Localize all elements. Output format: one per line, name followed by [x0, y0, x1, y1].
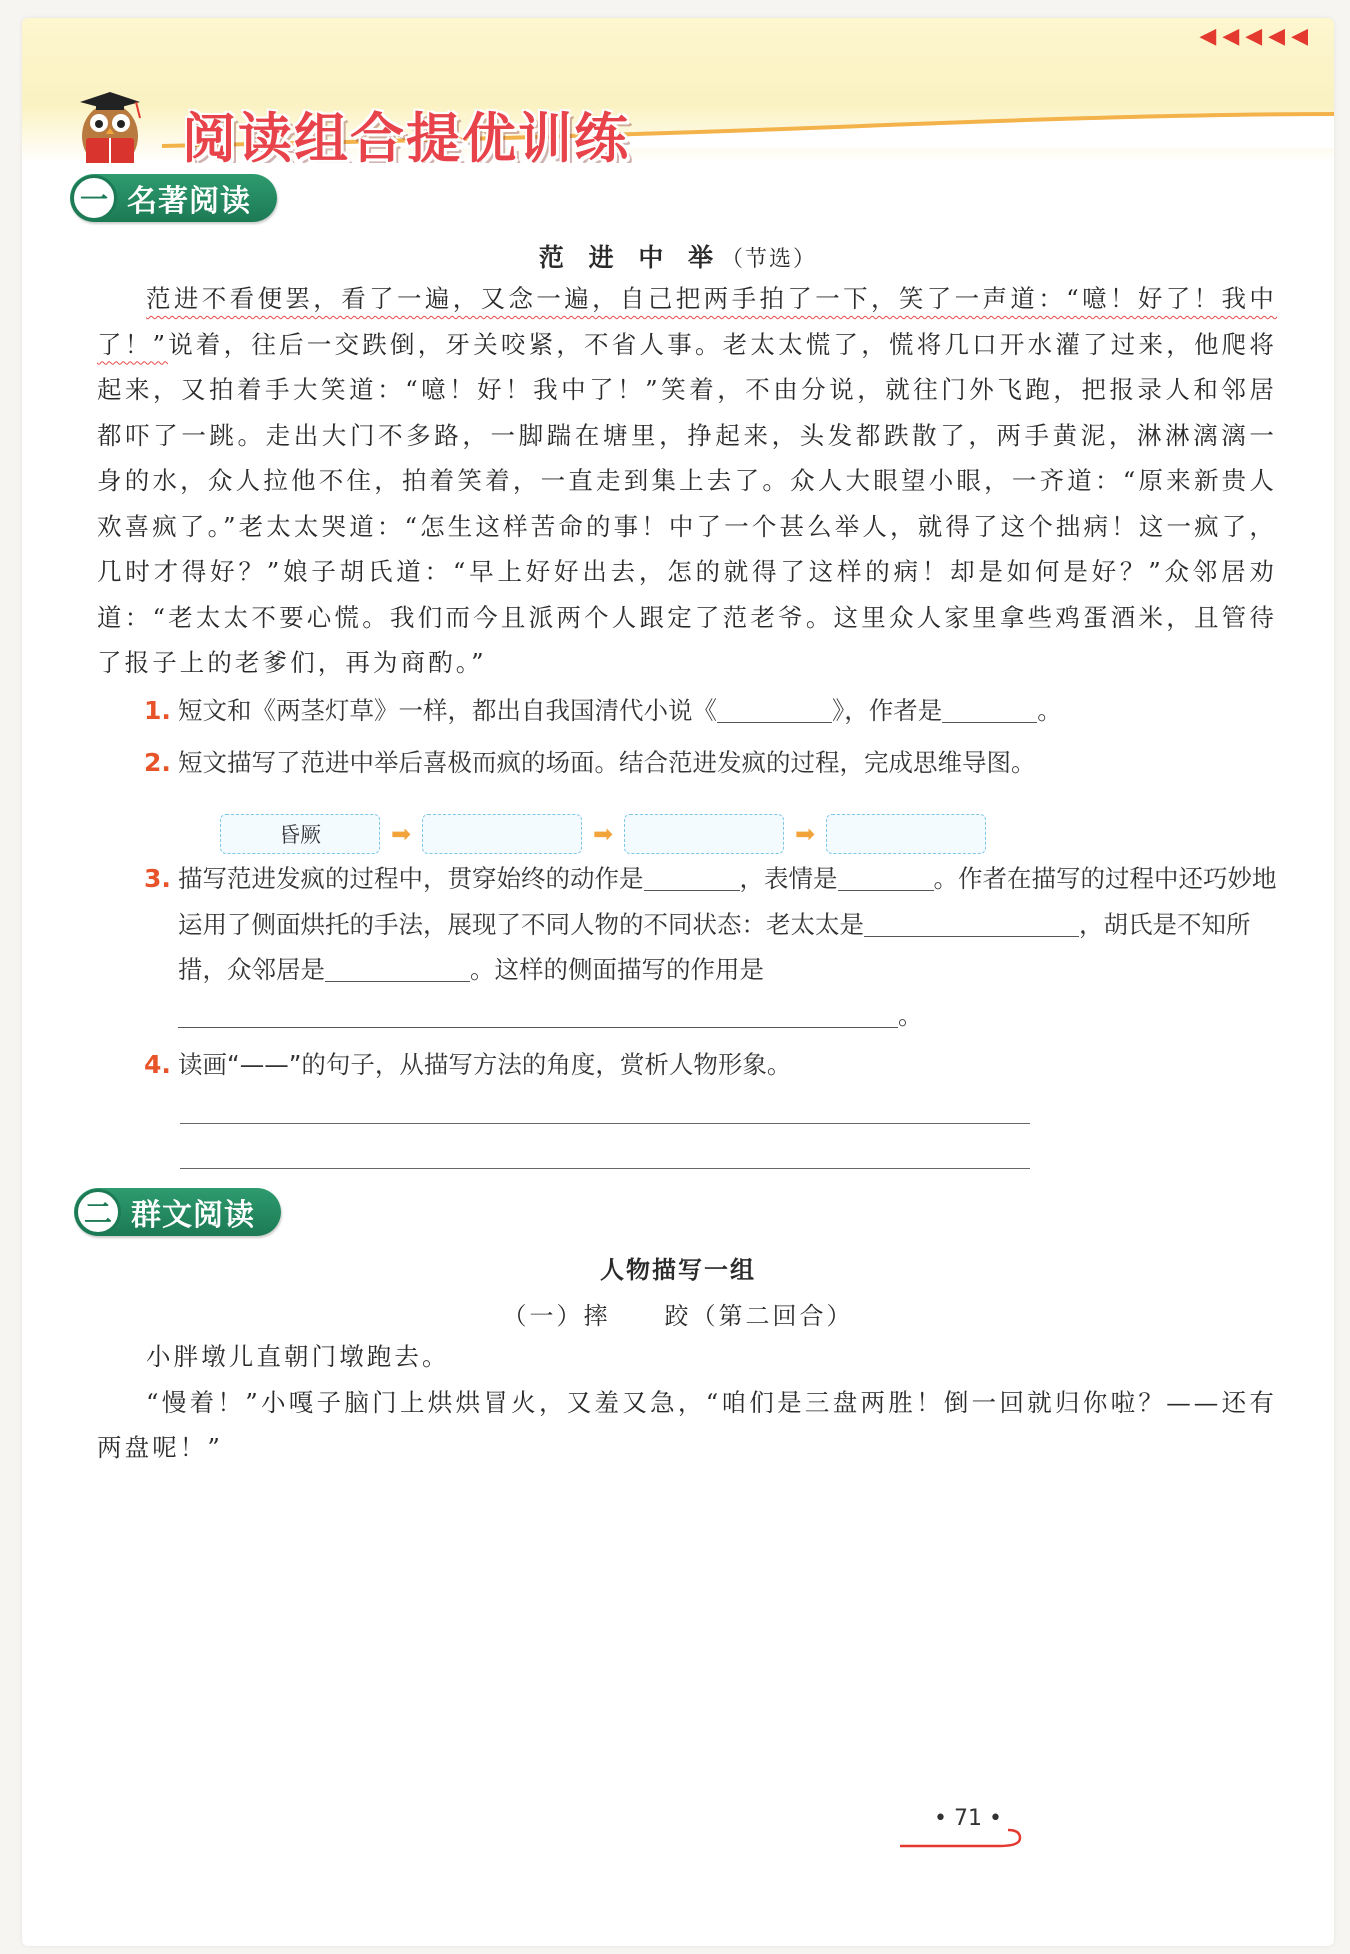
question-number: 3. [144, 864, 171, 893]
question-text: 短文描写了范进中举后喜极而疯的场面。结合范进发疯的过程，完成思维导图。 [178, 748, 1036, 777]
answer-blank[interactable] [325, 953, 470, 982]
passage-title-note: （节选） [721, 247, 818, 272]
arrow-left-icon: ◀ [1199, 24, 1217, 49]
owl-reading-icon [52, 68, 172, 163]
question-text: 。这样的侧面描写的作用是 [470, 955, 764, 984]
mind-map-box[interactable] [422, 814, 582, 854]
answer-blank[interactable] [178, 999, 898, 1028]
question-text: 描写范进发疯的过程中，贯穿始终的动作是 [178, 864, 644, 893]
question-text: 。作者在描写的过程中还巧妙地运用了侧面烘托的手法，展现了不同人物的不同状态：老太太是 [178, 864, 1277, 939]
arrow-left-icon: ◀ [1245, 24, 1263, 49]
mind-map-box: 昏厥 [220, 814, 380, 854]
section-number: 一 [71, 175, 117, 221]
answer-line[interactable] [180, 1123, 1030, 1124]
mind-map-box[interactable] [624, 814, 784, 854]
arrow-right-icon: ➡ [794, 820, 816, 848]
workbook-page [22, 18, 1334, 1946]
header-arrows [1199, 24, 1308, 49]
mind-map [220, 814, 986, 854]
page-number-decoration [900, 1824, 1030, 1854]
arrow-left-icon: ◀ [1222, 24, 1240, 49]
question-text: ，胡氏是不知所措，众邻居是 [178, 909, 1251, 984]
question-text: 。 [898, 1000, 923, 1030]
question-3 [144, 856, 1284, 1038]
header-banner [22, 18, 1334, 163]
page-title: 阅读组合提优训练 [182, 107, 630, 163]
section-number: 二 [75, 1189, 121, 1235]
section-tag-1 [70, 174, 277, 222]
question-text: 短文和《两茎灯草》一样，都出自我国清代小说《 [178, 696, 717, 725]
question-number: 1. [144, 696, 171, 725]
question-number: 2. [144, 748, 171, 777]
section-label: 群文阅读 [131, 1198, 255, 1233]
answer-line[interactable] [180, 1168, 1030, 1169]
answer-blank[interactable] [838, 862, 934, 891]
question-text: 读画“——”的句子，从描写方法的角度，赏析人物形象。 [178, 1050, 792, 1079]
passage-text: 说着，往后一交跌倒，牙关咬紧，不省人事。老太太慌了，慌将几口开水灌了过来，他爬将起来，又拍着手大笑道：“噫！好！我中了！”笑着，不由分说，就往门外飞跑，把报录人和邻居都吓了一跳。走出大门不多路，一脚踹在塘里，挣起来，头发都跌散了，两手黄泥，淋淋漓漓一身的水，众人拉他不住，拍着笑着，一直走到集上去了。众人大眼望小眼，一齐道：“原来新贵人欢喜疯了。”老太太哭道：“怎生这样苦命的事！中了一个甚么举人，就得了这个拙病！这一疯了，几时才得好？”娘子胡氏道：“早上好好出去，怎的就得了这样的病！却是如何是好？”众邻居劝道：“老太太不要心慌。我们而今且派两个人跟定了范老爷。这里众人家里拿些鸡蛋酒米，且管待了报子上的老爹们，再为商酌。” [97, 329, 1277, 677]
page-number: • 71 • [934, 1806, 1002, 1831]
arrow-left-icon: ◀ [1268, 24, 1286, 49]
question-number: 4. [144, 1050, 171, 1079]
question-1 [144, 688, 1284, 734]
question-4 [144, 1042, 1284, 1088]
sub-title: （一）摔 跤（第二回合） [502, 1302, 854, 1330]
arrow-right-icon: ➡ [390, 820, 412, 848]
passage-paragraph: “慢着！”小嘎子脑门上烘烘冒火，又羞又急，“咱们是三盘两胜！倒一回就归你啦？——还有两盘呢！” [97, 1387, 1277, 1462]
answer-blank[interactable] [864, 908, 1079, 937]
question-text: 。 [1037, 696, 1062, 725]
answer-blank[interactable] [717, 694, 832, 723]
passage-title [22, 238, 1334, 274]
question-2 [144, 740, 1284, 786]
passage-2-body [97, 1334, 1277, 1471]
arrow-left-icon: ◀ [1291, 24, 1308, 49]
section-tag-2 [74, 1188, 281, 1236]
passage-body [97, 276, 1277, 686]
section-label: 名著阅读 [127, 184, 251, 219]
answer-blank[interactable] [644, 862, 740, 891]
arrow-right-icon: ➡ [592, 820, 614, 848]
passage-paragraph: 小胖墩儿直朝门墩跑去。 [146, 1342, 450, 1371]
question-text: ，表情是 [739, 864, 838, 893]
passage-title-text: 范 进 中 举 [538, 243, 722, 272]
answer-blank[interactable] [942, 694, 1037, 723]
underlined-sentence: 范进不看便罢，看了一遍，又念一遍，自己把两手拍了一下，笑了一声道：“噫！好了！我中了！” [97, 284, 1277, 359]
question-text: 》，作者是 [832, 696, 943, 725]
mind-map-box[interactable] [826, 814, 986, 854]
group-title: 人物描写一组 [600, 1256, 756, 1284]
